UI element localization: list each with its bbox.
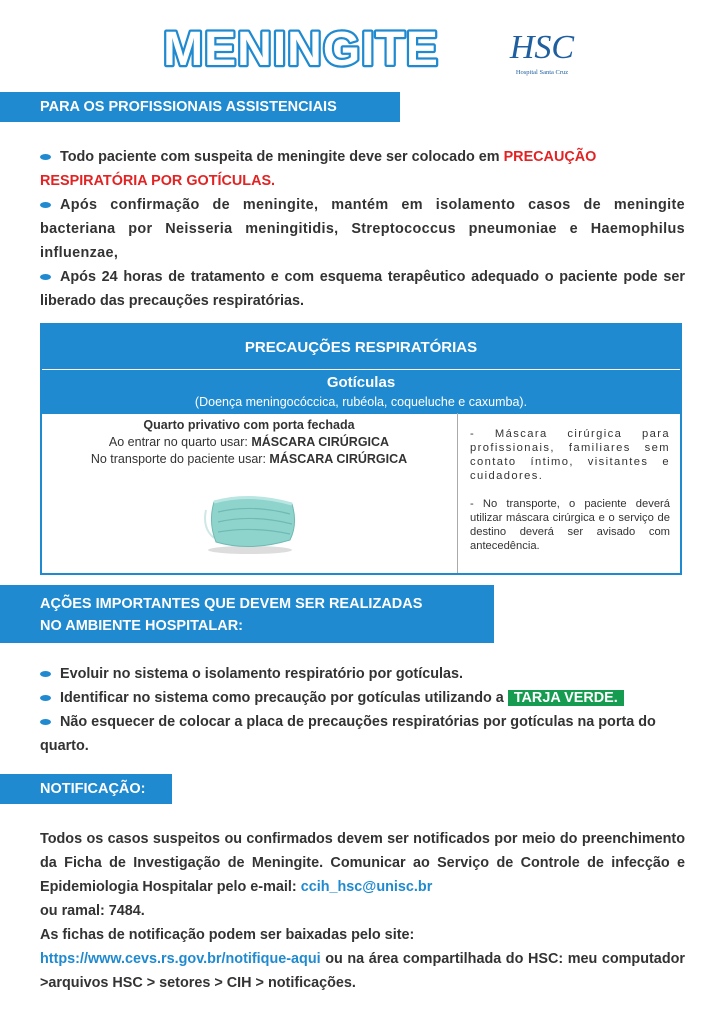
table-right-cell — [470, 427, 670, 553]
svg-text:HSC: HSC — [509, 29, 575, 66]
table-subheader — [42, 369, 680, 414]
bullet-dot-icon — [40, 719, 51, 725]
bullet-dot-icon — [40, 202, 51, 208]
surgical-mask-icon — [200, 488, 300, 556]
notification-site-link[interactable]: https://www.cevs.rs.gov.br/notifique-aqui — [40, 951, 321, 967]
action-green-tag: Identificar no sistema como precaução por gotículas utilizando a TARJA VERDE. — [40, 686, 685, 710]
bullet-dot-icon — [40, 695, 51, 701]
section-header-notification: NOTIFICAÇÃO: — [0, 774, 172, 804]
table-left-cell — [42, 417, 456, 468]
section-header-professionals: PARA OS PROFISSIONAIS ASSISTENCIAIS — [0, 92, 400, 122]
bullet-dot-icon — [40, 274, 51, 280]
precaution-highlight: PRECAUÇÃO RESPIRATÓRIA POR GOTÍCULAS. — [40, 149, 597, 189]
action-evolve-isolation: Evoluir no sistema o isolamento respiratório por gotículas. — [40, 662, 685, 686]
droplets-diseases: (Doença meningocóccica, rubéola, coqueluche e caxumba). — [194, 395, 528, 409]
paragraph-treatment-release: Após 24 horas de tratamento e com esquema terapêutico adequado o paciente pode ser liberado das precauções respiratórias. — [40, 269, 685, 309]
private-room-line: Quarto privativo com porta fechada — [143, 418, 355, 432]
table-column-divider — [457, 413, 458, 573]
transport-note: - No transporte, o paciente deverá utilizar máscara cirúrgica e o serviço de destino deverá ser avisado com antecedência. — [470, 498, 670, 552]
droplets-title: Gotículas — [326, 374, 396, 391]
hsc-logo-icon — [507, 24, 577, 82]
mask-recipients-note: - Máscara cirúrgica para profissionais, familiares sem contato íntimo, visitantes e cuidadores. — [470, 428, 670, 482]
page-title — [146, 18, 456, 78]
hospital-logo — [507, 24, 577, 82]
paragraph-suspected-case: Todo paciente com suspeita de meningite deve ser colocado em PRECAUÇÃO RESPIRATÓRIA POR GOTÍCULAS. — [40, 149, 597, 189]
green-tag-badge: TARJA VERDE. — [508, 690, 624, 706]
entry-mask-line: Ao entrar no quarto usar: MÁSCARA CIRÚRGICA — [108, 435, 390, 449]
svg-text:Hospital Santa Cruz: Hospital Santa Cruz — [515, 69, 569, 76]
paragraph-confirmed-case: Após confirmação de meningite, mantém em isolamento casos de meningite bacteriana por Neisseria meningitidis, Streptococcus pneumoniae e Haemophilus influenzae, — [40, 197, 685, 261]
action-door-sign: Não esquecer de colocar a placa de precauções respiratórias por gotículas na porta do quarto. — [40, 714, 656, 754]
section-header-hospital-actions: AÇÕES IMPORTANTES QUE DEVEM SER REALIZADAS NO AMBIENTE HOSPITALAR: — [0, 585, 494, 643]
table-header: PRECAUÇÕES RESPIRATÓRIAS — [42, 325, 680, 369]
bullet-dot-icon — [40, 154, 51, 160]
bullet-dot-icon — [40, 671, 51, 677]
precautions-table — [40, 323, 682, 575]
transport-mask-line: No transporte do paciente usar: MÁSCARA CIRÚRGICA — [90, 452, 408, 466]
svg-text:MENINGITE: MENINGITE — [163, 23, 439, 76]
notification-text: Todos os casos suspeitos ou confirmados devem ser notificados por meio do preenchimento da Ficha de Investigação de Meningite. Comunicar ao Serviço de Controle de infecção e Epidemiologia Hospitalar pelo e-mail: ccih_hsc@unisc.br ou ramal: 7484. As fichas de notificação podem ser baixadas pelo site: https://www.cevs.rs.gov.br/notifique-aqui ou na área compartilhada do HSC: meu computador >arquivos HSC > setores > CIH > notificações. — [40, 831, 685, 991]
email-link[interactable]: ccih_hsc@unisc.br — [300, 879, 433, 895]
